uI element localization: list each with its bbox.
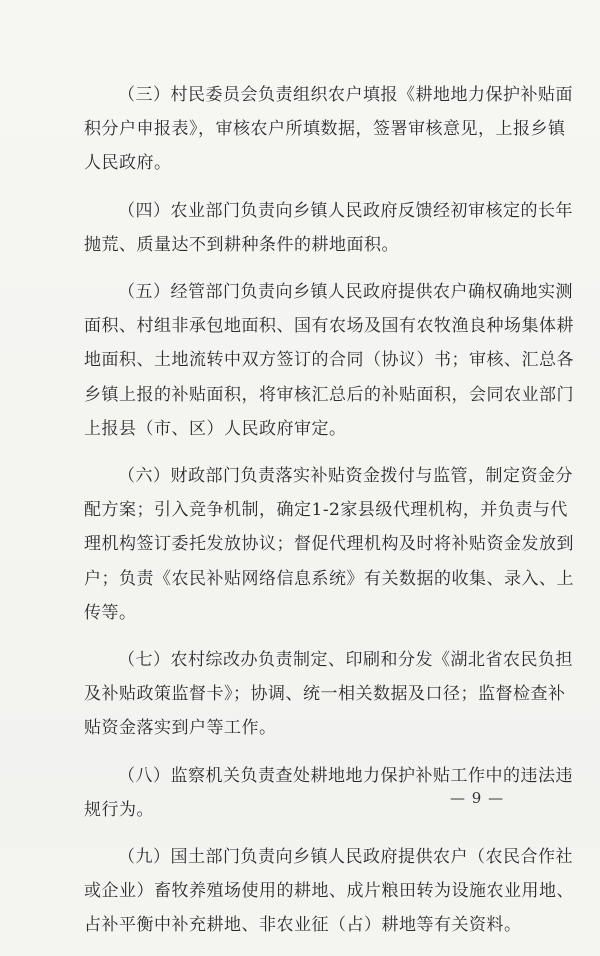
paragraph-4	[84, 194, 573, 262]
paragraph-5	[84, 275, 574, 446]
paragraph-6	[84, 459, 574, 630]
text-line: 或企业）畜牧养殖场使用的耕地、成片粮田转为设施农业用地、	[84, 881, 574, 902]
text-line: 积分户申报表》，审核农户所填数据，签署审核意见，上报乡镇	[84, 119, 566, 140]
text-line: 占补平衡中补充耕地、非农业征（占）耕地等有关资料。	[84, 915, 522, 936]
text-line: （七）农村综改办负责制定、印刷和分发《湖北省农民负担	[118, 650, 573, 671]
text-line: （四）农业部门负责向乡镇人民政府反馈经初审核定的长年	[118, 200, 573, 221]
paragraph-7	[84, 643, 573, 746]
text-line: （九）国土部门负责向乡镇人民政府提供农户（农民合作社	[118, 847, 573, 868]
text-line: 规行为。	[84, 799, 154, 820]
text-line: （五）经管部门负责向乡镇人民政府提供农户确权确地实测	[118, 282, 573, 303]
text-line: 人民政府。	[84, 153, 172, 174]
text-line: 配方案；引入竞争机制，确定1-2家县级代理机构，并负责与代	[84, 500, 568, 521]
text-line: 抛荒、质量达不到耕种条件的耕地面积。	[84, 234, 399, 255]
text-line: 传等。	[84, 602, 137, 623]
text-line: 乡镇上报的补贴面积，将审核汇总后的补贴面积，会同农业部门	[84, 384, 574, 405]
text-line: 及补贴政策监督卡》；协调、统一相关数据及口径；监督检查补	[84, 684, 566, 705]
text-line: （六）财政部门负责落实补贴资金拨付与监管，制定资金分	[118, 466, 573, 487]
text-line: 贴资金落实到户等工作。	[84, 718, 277, 739]
text-line: 地面积、土地流转中双方签订的合同（协议）书；审核、汇总各	[84, 350, 574, 371]
paragraph-3	[84, 78, 573, 181]
text-line: 上报县（市、区）人民政府审定。	[84, 418, 347, 439]
document-body	[84, 78, 574, 956]
paragraph-9	[84, 840, 574, 943]
text-line: 户；负责《农民补贴网络信息系统》有关数据的收集、录入、上	[84, 568, 574, 589]
text-line: 理机构签订委托发放协议；督促代理机构及时将补贴资金发放到	[84, 534, 574, 555]
page-number: — 9 —	[450, 789, 505, 807]
text-line: 面积、村组非承包地面积、国有农场及国有农牧渔良种场集体耕	[84, 316, 574, 337]
text-line: （八）监察机关负责查处耕地地力保护补贴工作中的违法违	[118, 765, 573, 786]
text-line: （三）村民委员会负责组织农户填报《耕地地力保护补贴面	[118, 85, 573, 105]
